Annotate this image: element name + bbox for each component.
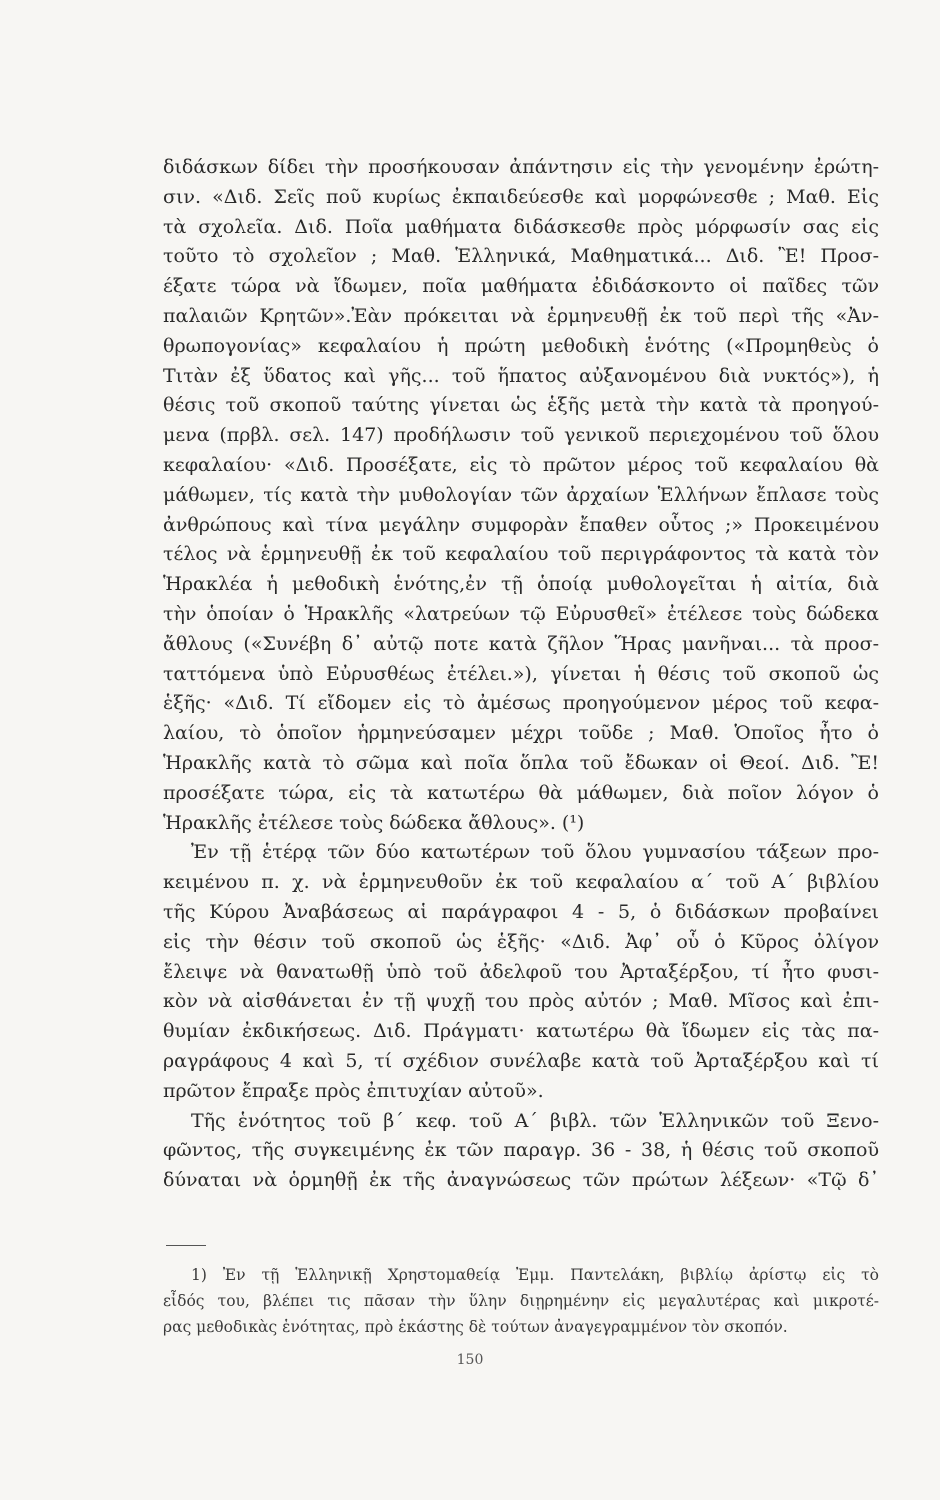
body-line: τὰ σχολεῖα. Διδ. Ποῖα μαθήματα διδάσκεσθε πρὸς μόρφωσίν σας εἰς: [163, 215, 879, 238]
body-line: έξατε τώρα νὰ ἴδωμεν, ποῖα μαθήματα ἐδιδάσκοντο οἱ παῖδες τῶν: [163, 275, 879, 298]
body-line: τέλος νὰ ἑρμηνευθῇ ἐκ τοῦ κεφαλαίου τοῦ περιγράφοντος τὰ κατὰ τὸν: [163, 543, 879, 566]
body-line: πρῶτον ἔπραξε πρὸς ἐπιτυχίαν αὐτοῦ».: [163, 1079, 544, 1102]
body-line: Ἡρακλῆς ἐτέλεσε τοὺς δώδεκα ἄθλους». (¹): [163, 811, 585, 834]
body-line: δύναται νὰ ὁρμηθῇ ἐκ τῆς ἀναγνώσεως τῶν πρώτων λέξεων· «Τῷ δ᾽: [163, 1169, 879, 1192]
body-line: κειμένου π. χ. νὰ ἑρμηνευθοῦν ἐκ τοῦ κεφαλαίου α΄ τοῦ Α΄ βιβλίου: [163, 871, 879, 894]
body-line: ἀνθρώπους καὶ τίνα μεγάλην συμφορὰν ἔπαθεν οὗτος ;» Προκειμένου: [163, 513, 879, 536]
body-line: Τῆς ἑνότητος τοῦ β΄ κεφ. τοῦ Α΄ βιβλ. τῶν Ἑλληνικῶν τοῦ Ξενο-: [191, 1109, 879, 1132]
body-line: σιν. «Διδ. Σεῖς ποῦ κυρίως ἐκπαιδεύεσθε καὶ μορφώνεσθε ; Μαθ. Εἰς: [163, 185, 879, 208]
body-line: Ἐν τῇ ἑτέρᾳ τῶν δύο κατωτέρων τοῦ ὅλου γυμνασίου τάξεων προ-: [191, 841, 879, 864]
body-line: ἑξῆς· «Διδ. Τί εἴδομεν εἰς τὸ ἀμέσως προηγούμενον μέρος τοῦ κεφα-: [163, 692, 879, 715]
body-line: ἄθλους («Συνέβη δ᾽ αὐτῷ ποτε κατὰ ζῆλον Ἥρας μανῆναι... τὰ προσ-: [163, 632, 879, 655]
body-line: κὸν νὰ αἰσθάνεται ἐν τῇ ψυχῇ του πρὸς αὐτόν ; Μαθ. Μῖσος καὶ ἐπι-: [163, 990, 879, 1013]
body-line: εἰς τὴν θέσιν τοῦ σκοποῦ ὡς ἑξῆς· «Διδ. Ἀφ᾽ οὗ ὁ Κῦρος ὀλίγον: [163, 930, 879, 953]
body-line: θρωπογονίας» κεφαλαίου ἡ πρώτη μεθοδικὴ ἑνότης («Προμηθεὺς ὁ: [163, 334, 879, 357]
body-line: Τιτὰν ἐξ ὕδατος καὶ γῆς... τοῦ ἥπατος αὐξανομένου διὰ νυκτός»), ἡ: [163, 364, 879, 387]
body-line: ταττόμενα ὑπὸ Εὐρυσθέως ἐτέλει.»), γίνεται ἡ θέσις τοῦ σκοποῦ ὡς: [163, 662, 879, 685]
body-line: διδάσκων δίδει τὴν προσήκουσαν ἀπάντησιν εἰς τὴν γενομένην ἐρώτη-: [163, 156, 879, 178]
body-line: τὴν ὁποίαν ὁ Ἡρακλῆς «λατρεύων τῷ Εὐρυσθεῖ» ἐτέλεσε τοὺς δώδεκα: [163, 602, 879, 625]
footnote-line: 1) Ἐν τῇ Ἑλληνικῇ Χρηστομαθείᾳ Ἐμμ. Παντελάκη, βιβλίῳ ἀρίστῳ εἰς τὸ: [191, 1266, 879, 1284]
body-line: θέσις τοῦ σκοποῦ ταύτης γίνεται ὡς ἑξῆς μετὰ τὴν κατὰ τὰ προηγού-: [163, 394, 879, 417]
body-line: θυμίαν ἐκδικήσεως. Διδ. Πράγματι· κατωτέρω θὰ ἴδωμεν εἰς τὰς πα-: [163, 1020, 879, 1043]
body-line: προσέξατε τώρα, εἰς τὰ κατωτέρω θὰ μάθωμεν, διὰ ποῖον λόγον ὁ: [163, 781, 879, 804]
body-line: φῶντος, τῆς συγκειμένης ἐκ τῶν παραγρ. 36 - 38, ἡ θέσις τοῦ σκοποῦ: [163, 1139, 879, 1162]
footnote-line: εἶδός του, βλέπει τις πᾶσαν τὴν ὕλην διῃρημένην εἰς μεγαλυτέρας καὶ μικροτέ-: [163, 1292, 879, 1310]
body-line: ραγράφους 4 καὶ 5, τί σχέδιον συνέλαβε κατὰ τοῦ Ἀρταξέρξου καὶ τί: [163, 1049, 879, 1072]
body-text: [163, 153, 879, 1196]
body-line: κεφαλαίου· «Διδ. Προσέξατε, εἰς τὸ πρῶτον μέρος τοῦ κεφαλαίου θὰ: [163, 453, 879, 476]
body-line: μάθωμεν, τίς κατὰ τὴν μυθολογίαν τῶν ἀρχαίων Ἑλλήνων ἔπλασε τοὺς: [163, 483, 879, 506]
body-line: τῆς Κύρου Ἀναβάσεως αἱ παράγραφοι 4 - 5, ὁ διδάσκων προβαίνει: [163, 900, 879, 923]
body-line: Ἡρακλῆς κατὰ τὸ σῶμα καὶ ποῖα ὅπλα τοῦ ἔδωκαν οἱ Θεοί. Διδ. Ἒ!: [163, 751, 879, 774]
footnotes: [163, 1262, 879, 1340]
footnote-line: ρας μεθοδικὰς ἑνότητας, πρὸ ἑκάστης δὲ τούτων ἀναγεγραμμένον τὸν σκοπόν.: [163, 1318, 788, 1336]
body-line: ἔλειψε νὰ θανατωθῇ ὑπὸ τοῦ ἀδελφοῦ του Ἀρταξέρξου, τί ἦτο φυσι-: [163, 960, 879, 983]
body-line: μενα (πρβλ. σελ. 147) προδήλωσιν τοῦ γενικοῦ περιεχομένου τοῦ ὅλου: [163, 424, 879, 447]
body-line: παλαιῶν Κρητῶν».Ἐὰν πρόκειται νὰ ἑρμηνευθῇ ἐκ τοῦ περὶ τῆς «Ἀν-: [163, 304, 879, 327]
footnote-divider: [166, 1245, 206, 1246]
body-line: λαίου, τὸ ὁποῖον ἡρμηνεύσαμεν μέχρι τοῦδε ; Μαθ. Ὁποῖος ἦτο ὁ: [163, 722, 879, 745]
body-line: Ἡρακλέα ἡ μεθοδικὴ ἑνότης,ἐν τῇ ὁποίᾳ μυθολογεῖται ἡ αἰτία, διὰ: [163, 573, 879, 596]
body-line: τοῦτο τὸ σχολεῖον ; Μαθ. Ἑλληνικά, Μαθηματικά... Διδ. Ἒ! Προσ-: [163, 245, 879, 268]
page-number: 150: [456, 1352, 484, 1368]
